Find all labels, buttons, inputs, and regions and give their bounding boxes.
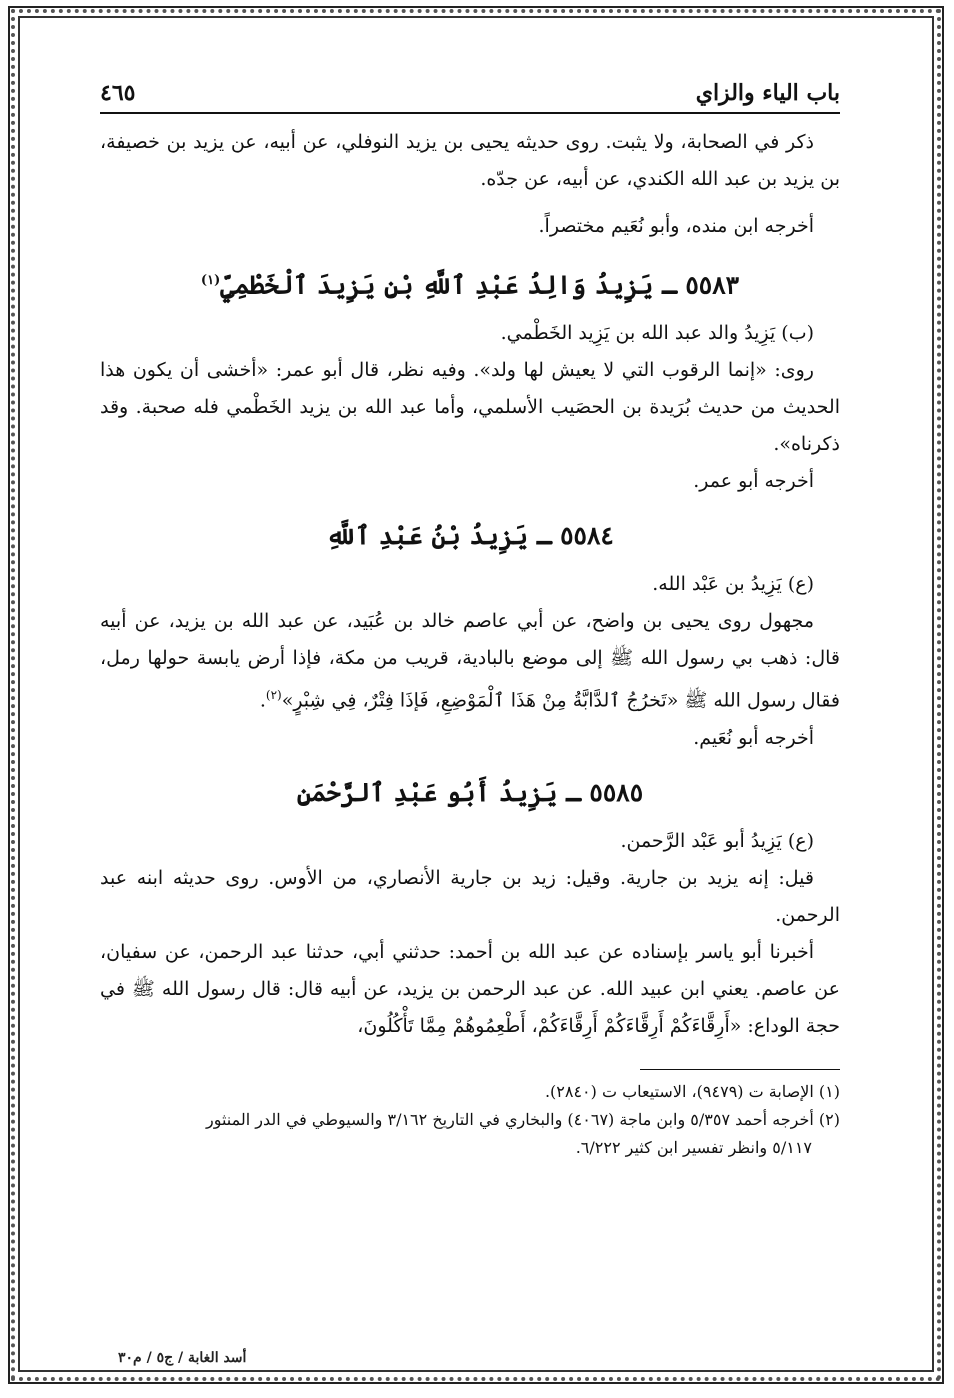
page-content	[100, 70, 840, 1162]
entry-5585-hadith: أخبرنا أبو ياسر بإسناده عن عبد الله بن أحمد: حدثني أبي، حدثنا عبد الرحمن، عن سفيان، عن عاصم. يعني ابن عبيد الله. عن عبد الرحمن بن يزيد، عن أبيه قال: قال رسول الله ﷺ في حجة الوداع: «أَرِقَّاءَكُمْ أَرِقَّاءَكُمْ أَرِقَّاءَكُمْ، أَطْعِمُوهُمْ مِمَّا تَأْكُلُونَ،	[100, 940, 840, 1037]
entry-5583-name: (ب) يَزِيدُ والد عبد الله بن يَزِيد الخَطْمي.	[500, 322, 814, 345]
entry-5583-title-text: ٥٥٨٣ ـ يَزِيدُ وَالِدُ عَبْدِ ٱللَّهِ بْنِ يَزِيدَ ٱلْخَطْمِيِّ	[220, 270, 740, 300]
entry-5585-name: (ع) يَزِيدُ أبو عَبْد الرَّحمن.	[620, 829, 814, 852]
intro-paragraph: ذكر في الصحابة، ولا يثبت. روى حديثه يحيى بن يزيد النوفلي، عن أبيه، عن يزيد بن خصيفة، بن يزيد بن عبد الله الكندي، عن أبيه، عن جدّه.	[100, 131, 840, 190]
entry-5585-body: قيل: إنه يزيد بن جارية. وقيل: زيد بن جارية الأنصاري، من الأوس. روى حديثه ابنه عبد الرحمن.	[100, 866, 840, 926]
entry-5583-title	[100, 263, 840, 303]
footnote-1: (١) الإصابة ت (٩٤٧٩)، الاستيعاب ت (٢٨٤٠).	[544, 1081, 840, 1101]
intro-source: أخرجه ابن منده، وأبو نُعَيم مختصراً.	[538, 215, 814, 237]
entry-5584-name: (ع) يَزِيدُ بن عَبْد الله.	[652, 573, 814, 596]
footnote-separator	[640, 1069, 840, 1070]
footnote-2-continued: ٥/١١٧ وانظر تفسير ابن كثير ٦/٢٢٢.	[575, 1137, 812, 1157]
entry-5584-source: أخرجه أبو نُعَيم.	[693, 726, 814, 749]
entry-5583-source: أخرجه أبو عمر.	[693, 470, 814, 493]
entry-5584-title: ٥٥٨٤ ـ يَزِيدُ بْنُ عَبْدِ ٱللَّهِ	[326, 521, 614, 551]
entry-5584-body-text: مجهول روى يحيى بن واضح، عن أبي عاصم خالد بن عُبَيد، عن عبد الله بن يزيد، عن أبيه قال: ذهب بي رسول الله ﷺ إلى موضع بالبادية، قريب من مكة، فإذا أرض يابسة حولها رمل، فقال رسول الله ﷺ «تَخرُجُ ٱلدَّابَّةُ مِنْ هَذَا ٱلْمَوْضِعِ، فَإذَا فِتْرٌ، فِي شِبْرٍ»	[100, 610, 840, 712]
entry-5585-title: ٥٥٨٥ ـ يَزِيدُ أَبُو عَبْدِ ٱلرَّحْمَنِ	[296, 777, 644, 807]
running-header	[100, 70, 840, 114]
footnote-ref-2: (٢)	[265, 688, 282, 703]
chapter-title: باب الياء والزاي	[695, 80, 840, 106]
page-number: ٤٦٥	[100, 80, 136, 106]
entry-5583-body: روى: «إنما الرقوب التي لا يعيش لها ولد». وفيه نظر، قال أبو عمر: «أخشى أن يكون هذا الحديث من حديث بُرَيدة بن الحصَيب الأسلمي، وأما عبد الله بن يزيد الخَطْمي فله صحبة. وقد ذكرناه».	[100, 359, 840, 456]
footnote-2: (٢) أخرجه أحمد ٥/٣٥٧ وابن ماجة (٤٠٦٧) والبخاري في التاريخ ٣/١٦٢ والسيوطي في الدر المنثور	[205, 1109, 840, 1129]
volume-signature: أسد الغابة / ج٥ / م٣٠	[118, 1350, 247, 1366]
footnote-ref-1: (١)	[200, 273, 221, 288]
entry-5584-body: مجهول روى يحيى بن واضح، عن أبي عاصم خالد بن عُبَيد، عن عبد الله بن يزيد، عن أبيه قال: ذهب بي رسول الله ﷺ إلى موضع بالبادية، قريب من مكة، فإذا أرض يابسة حولها رمل، فقال رسول الله ﷺ «تَخرُجُ ٱلدَّابَّةُ مِنْ هَذَا ٱلْمَوْضِعِ، فَإذَا فِتْرٌ، فِي شِبْرٍ»$^{(٢)}$.	[100, 610, 840, 712]
